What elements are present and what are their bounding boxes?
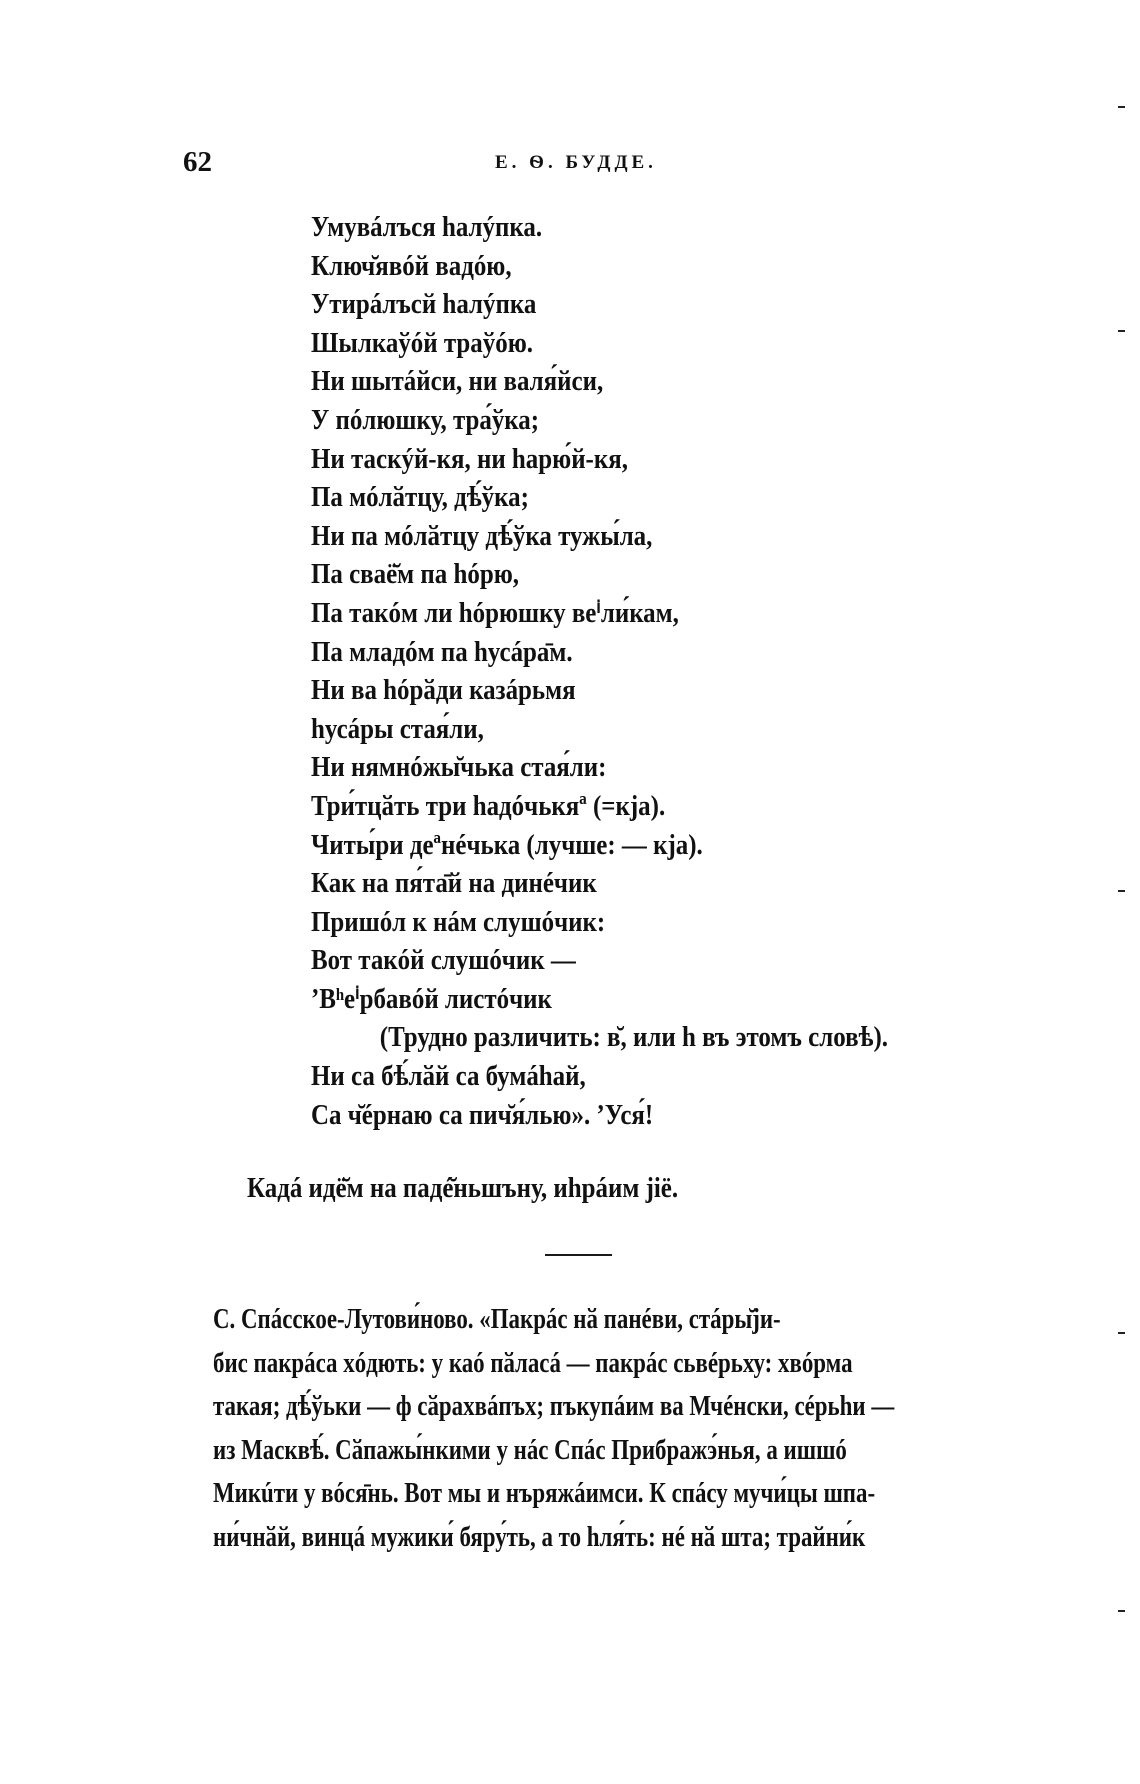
section-separator <box>545 1254 612 1256</box>
verse-line: Шылкаўóй траўóю. <box>311 326 534 359</box>
scan-mark <box>1118 890 1125 892</box>
verse-line: Читы́ри деªнéчька (лучше: — кја). <box>311 828 703 861</box>
scan-mark <box>1118 1332 1125 1334</box>
verse-block <box>311 208 1071 1134</box>
verse-line: Умувáлъся hалýпка. <box>311 211 543 243</box>
verse-line: Как на пя́та̄й на динéчик <box>311 867 597 900</box>
prose-line: из Масквѣ́. Сӑпажы́нкими у нáс Спáс Прибражэ́нья, а ишшó <box>213 1433 847 1466</box>
verse-line: ’Вʰеⁱрбавóй листóчик <box>311 982 552 1015</box>
scan-mark <box>1118 330 1125 332</box>
verse-line: Па сваё̆м па hóрю, <box>311 558 519 591</box>
verse-line: Па такóм ли hóрюшку веⁱли́кам, <box>311 596 679 629</box>
page-number: 62 <box>183 146 212 178</box>
verse-line: У пóлюшку, тра́ўка; <box>311 403 540 436</box>
closing-line: Кадá идё̆м на падé̆ньшъну, иhрáим јiё. <box>247 1172 679 1204</box>
verse-note: (Трудно различить: в̆, или h въ этомъ словѣ). <box>379 1021 889 1054</box>
verse-line: hусáры стая́ли, <box>311 712 484 745</box>
verse-line: Ключ̆явóй вадóю, <box>311 249 512 282</box>
verse-line: Ни са бѣ́лӑй са бумáhай, <box>311 1060 586 1093</box>
verse-line: Па младóм па hусáра̄м. <box>311 635 573 668</box>
prose-line: ни́чнӑй, винцá мужики́ бяру́ть, а то hля́ть: нé нӑ шта; трайни́к <box>213 1520 866 1553</box>
running-title: Е. Ѳ. БУДДЕ. <box>495 152 657 173</box>
verse-line: Утирáлъсй hалýпка <box>311 288 537 321</box>
scan-mark <box>1118 1610 1125 1612</box>
prose-line: Микúти у вóся̄нь. Вот мы и нъряжáимси. К спáсу мучи́цы шпа- <box>213 1477 876 1509</box>
prose-paragraph <box>213 1298 1140 1559</box>
verse-line: Пришóл к нáм слушóчик: <box>311 905 606 938</box>
verse-line: Три́тцӑть три hадóчькяª (=кја). <box>311 789 666 822</box>
verse-line: Ни ва hóрӑди казáрьмя <box>311 674 576 707</box>
verse-line: Вот такóй слушóчик — <box>311 944 576 977</box>
verse-line: Ни нямнóжы̆чька стая́ли: <box>311 751 607 784</box>
verse-line: Ни таскýй-кя, ни hарю́й-кя, <box>311 442 628 475</box>
verse-line: Ни па мóлӑтцу дѣ́ўка тужы́ла, <box>311 519 653 552</box>
prose-line: С. Спáсское-Лутови́ново. «Пакрáс нӑ панéви, стáры̆ји- <box>213 1303 781 1335</box>
scan-mark <box>1118 106 1125 108</box>
verse-line: Ни шытáйси, ни валя́йси, <box>311 365 604 398</box>
verse-line: Са ч̆éрнаю са пич̆я́лью». ’Уся́! <box>311 1098 654 1131</box>
verse-line: Па мóлӑтцу, дѣ́ўка; <box>311 481 529 514</box>
prose-line: бис пакрáса хóдють: у каó пӑласá — пакрáс сьвéрьху: хвóрма <box>213 1346 853 1379</box>
prose-line: такая; дѣ́ўьки — ф сӑрахвáпъх; пъкупáим ва Мчéнски, сéрьhи — <box>213 1390 895 1422</box>
